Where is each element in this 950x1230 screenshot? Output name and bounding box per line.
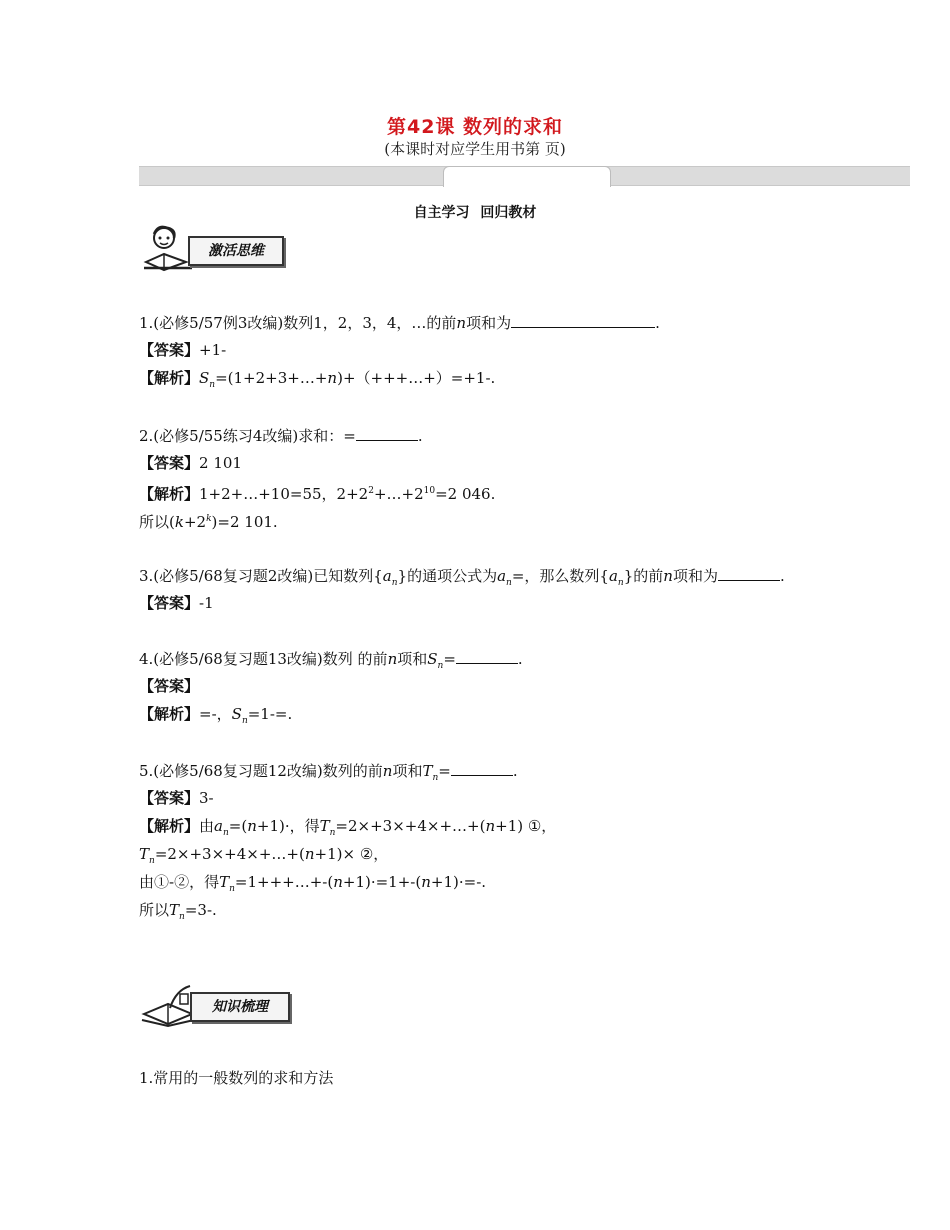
problem-2-end: . — [417, 427, 423, 445]
answer-label: 【答案】 — [139, 341, 200, 359]
step-text-b: =1+++…+-( — [234, 873, 334, 891]
var-n: n — [333, 873, 343, 891]
answer-blank — [456, 648, 518, 664]
sub-n: n — [391, 578, 398, 588]
var-t: T — [169, 901, 180, 919]
step-text: 由①-②，得 — [139, 873, 220, 891]
analysis-label: 【解析】 — [139, 817, 200, 835]
answer-value: +1- — [199, 341, 227, 359]
conclusion-text: 所以( — [139, 513, 175, 531]
problem-1-analysis — [139, 368, 495, 395]
analysis-text-b: +…+2 — [373, 485, 424, 503]
problem-1-text-b: 项和为 — [466, 314, 512, 332]
var-t: T — [139, 845, 150, 863]
problem-5-step-2 — [139, 844, 388, 871]
problem-3-question — [139, 565, 785, 593]
problem-2-answer — [139, 453, 242, 473]
step-text-d: +1)·=-. — [430, 873, 487, 891]
var-n: n — [663, 567, 673, 585]
problem-3-text: 3.(必修5/68复习题2改编)已知数列{ — [139, 567, 383, 585]
var-t: T — [422, 762, 433, 780]
analysis-label: 【解析】 — [139, 485, 200, 503]
var-n: n — [382, 762, 393, 780]
conclusion-text-b: +2 — [183, 513, 207, 531]
var-n: n — [247, 817, 257, 835]
analysis-text: 1+2+…+10=55，2+2 — [199, 485, 369, 503]
var-t: T — [319, 817, 330, 835]
sub-n: n — [241, 716, 248, 726]
var-n: n — [387, 650, 398, 668]
header-tab — [443, 166, 611, 187]
problem-4-answer — [139, 676, 199, 696]
problem-5-text-c: = — [438, 762, 451, 780]
lesson-subtitle: (本课时对应学生用书第 页) — [384, 140, 566, 158]
analysis-text: =(1+2+3+…+ — [215, 369, 328, 387]
sub-n: n — [222, 828, 229, 838]
problem-2-analysis — [139, 481, 495, 504]
analysis-label: 【解析】 — [139, 705, 200, 723]
problem-2-text: 2.(必修5/55练习4改编)求和：= — [139, 427, 356, 445]
problem-4-analysis — [139, 704, 292, 731]
problem-5-end: . — [512, 762, 518, 780]
problem-3-text-b: }的通项公式为 — [397, 567, 498, 585]
answer-value: 2 101 — [199, 454, 242, 472]
answer-value: -1 — [199, 594, 214, 612]
exponent: 10 — [423, 486, 436, 496]
answer-label: 【答案】 — [139, 454, 200, 472]
sub-n: n — [329, 828, 336, 838]
problem-5-text: 5.(必修5/68复习题12改编)数列的前 — [139, 762, 383, 780]
problem-4-end: . — [517, 650, 523, 668]
var-t: T — [219, 873, 230, 891]
var-n: n — [456, 314, 467, 332]
exponent: 2 — [368, 486, 374, 496]
answer-blank — [451, 760, 513, 776]
answer-label: 【答案】 — [139, 789, 200, 807]
problem-4-question — [139, 648, 523, 676]
activate-thinking-badge: 激活思维 — [188, 236, 284, 266]
var-n: n — [485, 817, 496, 835]
sub-n: n — [506, 578, 512, 588]
problem-4-text-b: 项和 — [397, 650, 428, 668]
exponent-k: k — [206, 514, 212, 524]
problem-3-text-c: =，那么数列{ — [511, 567, 609, 585]
problem-5-conclusion — [139, 900, 217, 927]
sub-n: n — [432, 773, 439, 783]
var-s: S — [427, 650, 438, 668]
step-text-b: +1)× ②， — [314, 845, 389, 863]
problem-5-analysis — [139, 816, 556, 843]
knowledge-summary-badge: 知识梳理 — [190, 992, 290, 1022]
problem-1-text: 1.(必修5/57例3改编)数列1，2，3，4，…的前 — [139, 314, 457, 332]
var-n: n — [327, 369, 338, 387]
sub-n: n — [437, 661, 444, 671]
lesson-title: 第42课 数列的求和 — [386, 116, 564, 138]
var-n: n — [421, 873, 431, 891]
problem-5-step-3 — [139, 872, 486, 899]
analysis-text-b: =1-=. — [247, 705, 293, 723]
problem-4-text: 4.(必修5/68复习题13改编)数列 的前 — [139, 650, 388, 668]
analysis-text: 由 — [199, 817, 215, 835]
problem-2-conclusion — [139, 509, 278, 532]
problem-5-question — [139, 760, 518, 788]
problem-1-answer — [139, 340, 226, 360]
sub-n: n — [229, 884, 235, 894]
answer-label: 【答案】 — [139, 677, 200, 695]
conclusion-text: 所以 — [139, 901, 170, 919]
answer-blank — [356, 425, 418, 441]
var-s: S — [231, 705, 242, 723]
book-quill-illustration — [140, 982, 196, 1028]
analysis-text-b: =( — [228, 817, 248, 835]
problem-3-text-d: }的前 — [623, 567, 664, 585]
problem-4-text-c: = — [443, 650, 456, 668]
problem-1-end: . — [655, 314, 660, 332]
problem-3-end: . — [779, 567, 785, 585]
var-a: a — [608, 567, 618, 585]
var-s: S — [199, 369, 210, 387]
problem-3-text-e: 项和为 — [672, 567, 718, 585]
problem-5-answer — [139, 788, 214, 808]
var-n: n — [304, 845, 315, 863]
analysis-label: 【解析】 — [139, 369, 200, 387]
answer-blank — [511, 312, 655, 328]
var-a: a — [497, 567, 507, 585]
answer-value: 3- — [199, 789, 214, 807]
answer-blank — [718, 565, 780, 581]
analysis-text-b: )+（+++…+）=+1-. — [337, 369, 496, 387]
var-k: k — [174, 513, 184, 531]
step-text: =2×+3×+4×+…+( — [154, 845, 305, 863]
answer-label: 【答案】 — [139, 594, 200, 612]
analysis-text-c: +1)·，得 — [256, 817, 320, 835]
conclusion-text-c: )=2 101. — [211, 513, 278, 531]
analysis-text-d: =2×+3×+4×+…+( — [335, 817, 486, 835]
analysis-text-c: =2 046. — [435, 485, 496, 503]
section-title: 自主学习 回归教材 — [413, 205, 537, 221]
problem-2-question — [139, 425, 423, 446]
conclusion-text-b: =3-. — [184, 901, 217, 919]
sub-n: n — [209, 380, 216, 390]
step-text-c: +1)·=1+-( — [342, 873, 422, 891]
var-a: a — [382, 567, 392, 585]
analysis-text: =-， — [199, 705, 232, 723]
sub-n: n — [149, 856, 155, 866]
knowledge-item-1: 1.常用的一般数列的求和方法 — [139, 1069, 334, 1087]
student-reading-illustration — [140, 222, 192, 274]
problem-5-text-b: 项和 — [392, 762, 423, 780]
problem-1-question — [139, 312, 660, 333]
sub-n: n — [179, 912, 185, 922]
sub-n: n — [617, 578, 624, 588]
problem-3-answer — [139, 593, 214, 613]
analysis-text-e: +1) ①， — [495, 817, 557, 835]
var-a: a — [214, 817, 223, 835]
